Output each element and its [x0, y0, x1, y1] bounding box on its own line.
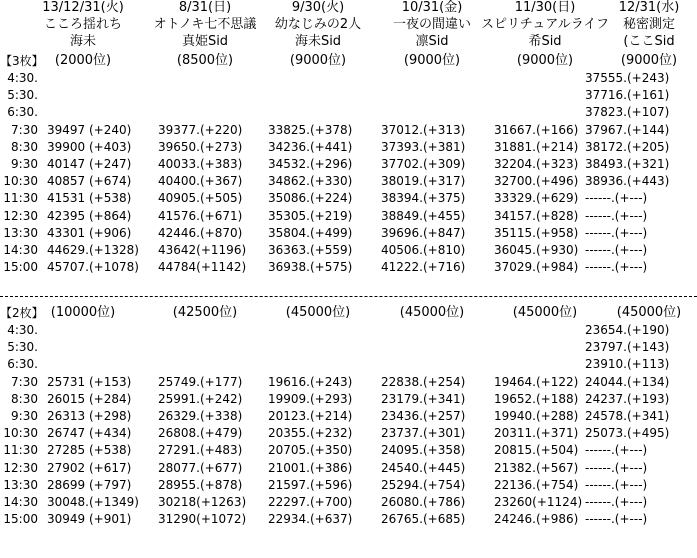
table-cell: ------.(+---) [585, 495, 648, 509]
table-cell: 19940.(+288) [494, 409, 579, 423]
table-cell: 19464.(+122) [494, 374, 579, 389]
table-cell: 27291.(+483) [158, 443, 243, 458]
table-cell: 38394.(+375) [381, 191, 466, 206]
table-cell: 37823.(+107) [585, 105, 670, 120]
table-cell: 25749.(+177) [158, 374, 243, 389]
table-cell: 38172.(+205) [585, 139, 670, 154]
time-label: 15:00 [3, 512, 38, 527]
table-cell: ------.(+---) [585, 191, 648, 206]
column-date: 9/30(火) [291, 0, 345, 15]
table-cell: ------.(+---) [585, 208, 648, 223]
table-cell: 32204.(+323) [494, 157, 579, 171]
table-cell: 37393.(+381) [381, 139, 466, 154]
table-cell: 38849.(+455) [381, 208, 466, 223]
table-cell: 20355.(+232) [268, 426, 353, 441]
table-cell: 40506.(+810) [381, 243, 466, 257]
table-cell: 31290(+1072) [158, 512, 247, 527]
time-label: 4:30. [7, 323, 38, 337]
table-cell: 21382.(+567) [494, 460, 579, 475]
table-cell: ------.(+---) [585, 443, 648, 458]
table-cell: 33329.(+629) [494, 191, 579, 206]
time-label: 6:30. [7, 357, 38, 372]
table-cell: 23179.(+341) [381, 391, 466, 406]
table-cell: 34862.(+330) [268, 174, 353, 189]
table-cell: 42395 (+864) [47, 208, 132, 223]
column-title: 幼なじみの2人 [274, 17, 362, 32]
table-cell: 19616.(+243) [268, 374, 353, 389]
column-title: こころ揺れち [43, 17, 122, 32]
table-cell: 34236.(+441) [268, 139, 353, 154]
table-cell: 28955.(+878) [158, 477, 243, 492]
table-cell: 42446.(+870) [158, 225, 243, 240]
table-cell: 40147 (+247) [47, 157, 132, 171]
section-label: 【3枚】 [0, 54, 44, 68]
table-cell: 22136.(+754) [494, 477, 579, 492]
table-cell: 20705.(+350) [268, 443, 353, 458]
table-cell: 35804.(+499) [268, 225, 353, 240]
column-rank: (9000位) [403, 53, 461, 68]
table-cell: 32700.(+496) [494, 174, 579, 189]
column-name: (ここSid [623, 34, 675, 49]
table-cell: 24578.(+341) [585, 409, 670, 423]
column-date: 13/12/31(火) [42, 0, 124, 15]
table-cell: 19652.(+188) [494, 391, 579, 406]
table-cell: 26747 (+434) [47, 426, 132, 441]
column-title: 一夜の間違い [392, 17, 471, 32]
table-cell: 41576.(+671) [158, 208, 243, 223]
time-label: 5:30. [7, 88, 38, 103]
column-rank: (9000位) [516, 53, 574, 68]
table-cell: 19909.(+293) [268, 391, 353, 406]
table-cell: 41222.(+716) [381, 260, 466, 275]
column-rank: (45000位) [616, 305, 682, 320]
table-cell: 26329.(+338) [158, 409, 243, 423]
table-cell: 23737.(+301) [381, 426, 466, 441]
table-cell: 24044.(+134) [585, 374, 670, 389]
column-name: 海未Sid [294, 34, 342, 49]
table-cell: 43642(+1196) [158, 243, 247, 257]
time-label: 11:30 [3, 191, 38, 206]
time-label: 14:30 [3, 243, 38, 257]
section-label: 【2枚】 [0, 306, 44, 320]
section-divider [0, 296, 697, 297]
column-name: 希Sid [528, 34, 562, 49]
table-cell: 36045.(+930) [494, 243, 579, 257]
column-title: オトノキ七不思議 [153, 17, 257, 32]
table-cell: 21001.(+386) [268, 460, 353, 475]
table-cell: 44629.(+1328) [47, 243, 139, 257]
table-cell: 25731 (+153) [47, 374, 132, 389]
table-cell: 39650.(+273) [158, 139, 243, 154]
table-cell: 33825.(+378) [268, 122, 353, 137]
table-cell: 37029.(+984) [494, 260, 579, 275]
column-rank: (9000位) [289, 53, 347, 68]
time-label: 4:30. [7, 71, 38, 85]
column-date: 10/31(金) [401, 0, 463, 15]
table-cell: 31881.(+214) [494, 139, 579, 154]
table-cell: 35115.(+958) [494, 225, 579, 240]
table-cell: 34157.(+828) [494, 208, 579, 223]
table-cell: 45707.(+1078) [47, 260, 139, 275]
table-cell: 40857 (+674) [47, 174, 132, 189]
table-cell: ------.(+---) [585, 512, 648, 527]
column-rank: (45000位) [285, 305, 351, 320]
table-cell: 36363.(+559) [268, 243, 353, 257]
table-cell: 36938.(+575) [268, 260, 353, 275]
table-cell: 23910.(+113) [585, 357, 670, 372]
table-cell: 31667.(+166) [494, 122, 579, 137]
table-cell: 38019.(+317) [381, 174, 466, 189]
table-cell: 38936.(+443) [585, 174, 670, 189]
table-cell: 44784(+1142) [158, 260, 247, 275]
table-cell: 26765.(+685) [381, 512, 466, 527]
table-cell: 28699 (+797) [47, 477, 132, 492]
table-cell: ------.(+---) [585, 460, 648, 475]
table-cell: 37967.(+144) [585, 122, 670, 137]
table-cell: 25073.(+495) [585, 426, 670, 441]
time-label: 7:30 [11, 122, 38, 137]
table-cell: 27902 (+617) [47, 460, 132, 475]
table-cell: 39696.(+847) [381, 225, 466, 240]
time-label: 12:30 [3, 208, 38, 223]
table-cell: 26015 (+284) [47, 391, 132, 406]
table-cell: 30218(+1263) [158, 495, 247, 509]
table-cell: 24237.(+193) [585, 391, 670, 406]
table-cell: 40033.(+383) [158, 157, 243, 171]
column-name: 凛Sid [415, 34, 449, 49]
table-cell: 37702.(+309) [381, 157, 466, 171]
table-cell: ------.(+---) [585, 225, 648, 240]
column-title: 秘密測定 [622, 17, 675, 32]
table-cell: 35086.(+224) [268, 191, 353, 206]
column-rank: (45000位) [399, 305, 465, 320]
table-cell: 24540.(+445) [381, 460, 466, 475]
table-cell: ------.(+---) [585, 260, 648, 275]
time-label: 5:30. [7, 340, 38, 355]
table-cell: 24095.(+358) [381, 443, 466, 458]
time-label: 13:30 [3, 477, 38, 492]
table-cell: 27285 (+538) [47, 443, 132, 458]
column-rank: (10000位) [50, 305, 116, 320]
table-cell: 41531 (+538) [47, 191, 132, 206]
column-date: 11/30(日) [514, 0, 576, 15]
time-label: 12:30 [3, 460, 38, 475]
column-rank: (8500位) [176, 53, 234, 68]
table-cell: 39900 (+403) [47, 139, 132, 154]
table-cell: 25991.(+242) [158, 391, 243, 406]
table-cell: 22934.(+637) [268, 512, 353, 527]
table-cell: 30949 (+901) [47, 512, 132, 527]
time-label: 7:30 [11, 374, 38, 389]
table-cell: 35305.(+219) [268, 208, 353, 223]
column-name: 海未 [69, 34, 96, 49]
table-cell: 23260(+1124) [494, 495, 583, 509]
table-cell: 40400.(+367) [158, 174, 243, 189]
table-cell: 38493.(+321) [585, 157, 670, 171]
table-cell: 39497 (+240) [47, 122, 132, 137]
table-cell: 20123.(+214) [268, 409, 353, 423]
time-label: 6:30. [7, 105, 38, 120]
table-cell: 37012.(+313) [381, 122, 466, 137]
column-name: 真姫Sid [181, 34, 229, 49]
table-cell: 21597.(+596) [268, 477, 353, 492]
table-cell: 40905.(+505) [158, 191, 243, 206]
time-label: 9:30 [11, 409, 38, 423]
table-cell: 26808.(+479) [158, 426, 243, 441]
table-cell: 43301 (+906) [47, 225, 132, 240]
table-cell: 37716.(+161) [585, 88, 670, 103]
table-cell: 25294.(+754) [381, 477, 466, 492]
column-title: スピリチュアルライフ [480, 17, 610, 32]
table-cell: 37555.(+243) [585, 71, 670, 85]
table-cell: 30048.(+1349) [47, 495, 139, 509]
table-cell: 22297.(+700) [268, 495, 353, 509]
column-rank: (2000位) [54, 53, 112, 68]
column-rank: (42500位) [172, 305, 238, 320]
time-label: 8:30 [11, 391, 38, 406]
time-label: 11:30 [3, 443, 38, 458]
time-label: 14:30 [3, 495, 38, 509]
time-label: 8:30 [11, 139, 38, 154]
table-cell: ------.(+---) [585, 477, 648, 492]
table-cell: 23797.(+143) [585, 340, 670, 355]
table-cell: 39377.(+220) [158, 122, 243, 137]
column-rank: (9000位) [620, 53, 678, 68]
column-rank: (45000位) [512, 305, 578, 320]
time-label: 9:30 [11, 157, 38, 171]
time-label: 13:30 [3, 225, 38, 240]
table-cell: 23436.(+257) [381, 409, 466, 423]
time-label: 15:00 [3, 260, 38, 275]
table-cell: 34532.(+296) [268, 157, 353, 171]
table-cell: 20311.(+371) [494, 426, 579, 441]
table-cell: 23654.(+190) [585, 323, 670, 337]
time-label: 10:30 [3, 174, 38, 189]
table-cell: 28077.(+677) [158, 460, 243, 475]
column-date: 12/31(水) [618, 0, 680, 15]
table-cell: ------.(+---) [585, 243, 648, 257]
table-cell: 26080.(+786) [381, 495, 466, 509]
table-cell: 26313 (+298) [47, 409, 132, 423]
time-label: 10:30 [3, 426, 38, 441]
column-date: 8/31(日) [178, 0, 232, 15]
table-cell: 24246.(+986) [494, 512, 579, 527]
table-cell: 20815.(+504) [494, 443, 579, 458]
table-cell: 22838.(+254) [381, 374, 466, 389]
